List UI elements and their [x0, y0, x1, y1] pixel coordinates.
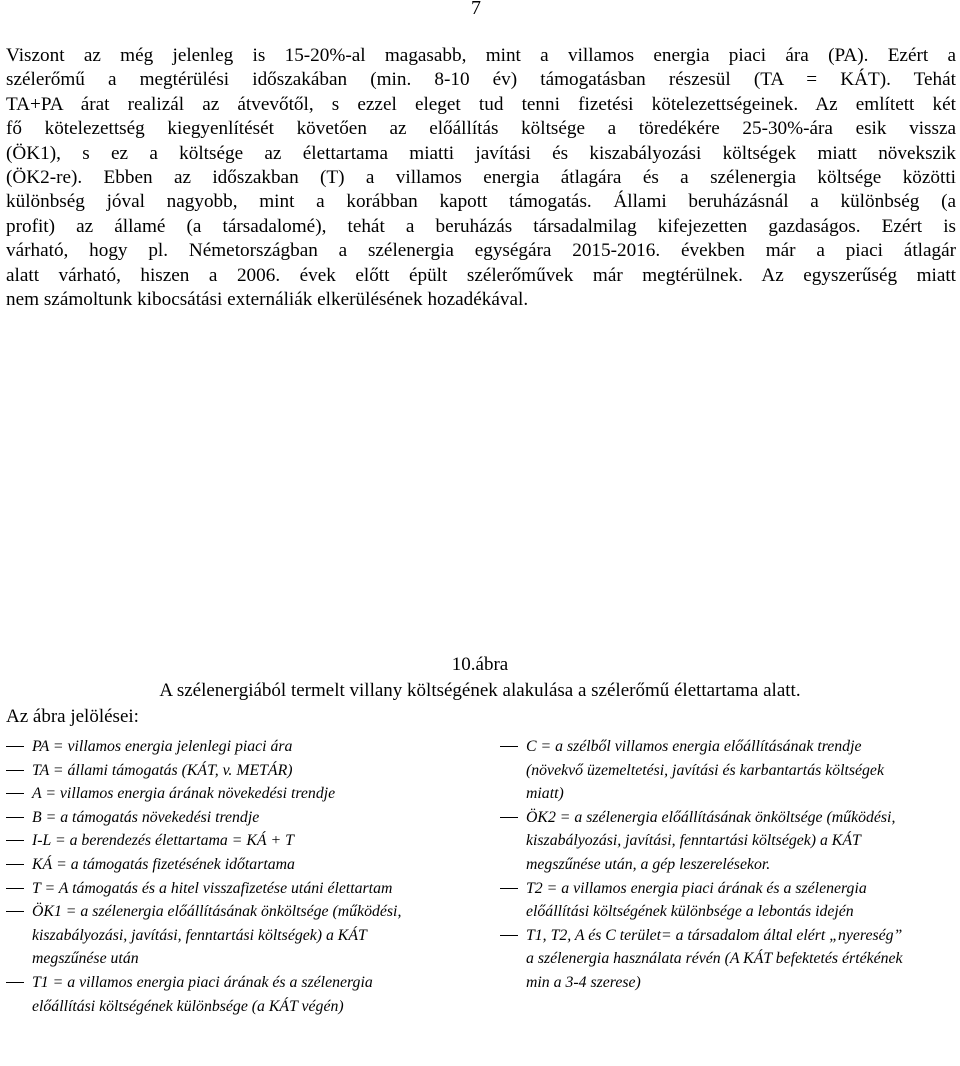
label-a: A [448, 427, 459, 444]
label-ka: KÁ [308, 611, 329, 628]
legend-right-column [500, 735, 910, 995]
legend-item: A = villamos energia árának növekedési trendje [6, 782, 416, 806]
legend-left-column [6, 735, 416, 1018]
paragraph-line: várható, hogy pl. Németországban a szélenergia egységára 2015-2016. években már a piaci átlagár [6, 240, 956, 262]
paragraph-line: fő kötelezettség kiegyenlítését követően az előállítás költsége a töredékére 25-30%-ára esik vissza [6, 118, 956, 140]
figure-number: 10.ábra [451, 654, 509, 675]
figure-caption: A szélenergiából termelt villany költségének alakulása a szélerőmű élettartama alatt. [159, 680, 801, 701]
label-pa: PA [173, 527, 192, 544]
label-i: I [238, 635, 243, 652]
area-green-b [210, 405, 380, 488]
label-ok1: ÖK₁ [331, 554, 358, 571]
label-b: B [300, 391, 311, 408]
paragraph-line: alatt várható, hiszen a 2006. évek előtt épült szélerőművek már megtérülnek. Az egyszerűség miatt [6, 264, 956, 286]
legend-item: TA = állami támogatás (KÁT, v. METÁR) [6, 759, 416, 783]
legend-item: B = a támogatás növekedési trendje [6, 806, 416, 830]
paragraph-line: profit) az államé (a társadalomé), tehát a beruházás társadalmilag kifejezetten gazdaságos. Ezért is [6, 215, 956, 237]
paragraph-line: Viszont az még jelenleg is 15-20%-al magasabb, mint a villamos energia piaci ára (PA). Ezért a [6, 45, 956, 66]
label-ok2: ÖK₂ [728, 521, 756, 538]
legend-title: Az ábra jelölései: [6, 706, 139, 727]
legend-item: C = a szélből villamos energia előállításának trendje (növekvő üzemeltetési, javítási és karbantartás költségek miatt) [500, 735, 910, 806]
legend-item: T1 = a villamos energia piaci árának és a szélenergia előállítási költségének különbsége (a KÁT végén) [6, 971, 416, 1018]
label-y-unit: (Ft/kWh) [206, 359, 264, 376]
paragraph-line: szélerőmű a megtérülési időszakában (min. 8-10 év) támogatásban részesül (TA = KÁT). Tehát [6, 69, 956, 91]
legend-item: I-L = a berendezés élettartama = KÁ + T [6, 829, 416, 853]
label-ta: TA [155, 456, 174, 473]
legend-item: T = A támogatás és a hitel visszafizetése utáni élettartam [6, 877, 416, 901]
legend-item: T1, T2, A és C terület= a társadalom által elért „nyereség” a szélenergia használata révén (A KÁT befektetés értékének min a 3-4 szerese) [500, 924, 910, 995]
label-t: T [513, 611, 523, 628]
legend-item: KÁ = a támogatás fizetésének időtartama [6, 853, 416, 877]
legend-item: T2 = a villamos energia piaci árának és a szélenergia előállítási költségének különbsége a lebontás idején [500, 877, 910, 924]
label-t1: T1 [338, 499, 356, 516]
page-number: 7 [471, 0, 481, 19]
label-c: C [553, 413, 564, 430]
paragraph-line: nem számoltunk kibocsátási externáliák elkerülésének hozadékával. [6, 289, 529, 311]
label-l: L [677, 635, 686, 652]
legend-item: ÖK2 = a szélenergia előállításának önköltsége (működési, kiszabályozási, javítási, fenntartási költségek) a KÁT megszűnése után, a gép leszerelésekor. [500, 806, 910, 877]
label-t2: T₂ [735, 443, 750, 460]
paragraph-line: TA+PA árat realizál az átvevőtől, s ezzel eleget tud tenni fizetési kötelezettségeinek. Az említett két [6, 93, 956, 115]
paragraph-line: (ÖK2-re). Ebben az időszakban (T) a villamos energia átlagára és a szélenergia költsége közötti [6, 167, 956, 189]
paragraph-line: (ÖK1), s ez a költsége az élettartama miatti javítási és kiszabályozási költségek miatt növekszik [6, 142, 956, 164]
label-x-unit: (Idő, 25 év) [723, 608, 799, 625]
legend-item: ÖK1 = a szélenergia előállításának önköltsége (működési, kiszabályozási, javítási, fenntartási költségek) a KÁT megszűnése után [6, 900, 416, 971]
paragraph-line: különbség jóval nagyobb, mint a korábban kapott támogatás. Állami beruházásnál a különbség (a [6, 191, 956, 213]
legend-item: PA = villamos energia jelenlegi piaci ára [6, 735, 416, 759]
body-paragraph [6, 44, 956, 312]
